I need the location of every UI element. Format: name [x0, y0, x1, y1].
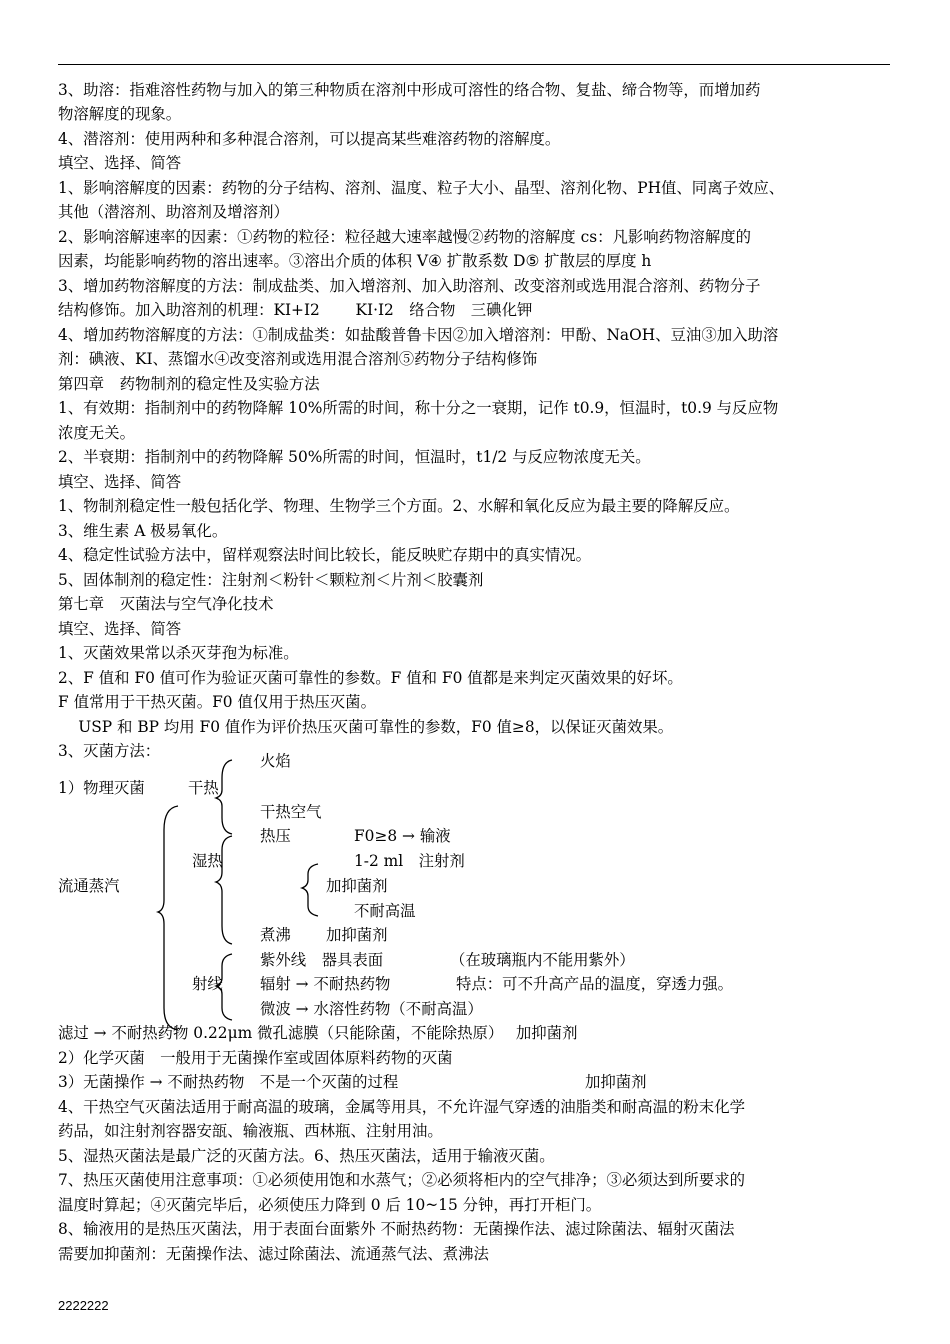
label-aseptic-note: 加抑菌剂: [585, 1073, 647, 1091]
label-physical-sterilization: 1）物理灭菌: [58, 779, 145, 797]
label-aseptic-operation: 3）无菌操作 → 不耐热药物 不是一个灭菌的过程: [58, 1073, 399, 1091]
label-pressure-value: F0≥8 → 输液: [354, 827, 451, 845]
text-line: 5、湿热灭菌法是最广泛的灭菌方法。6、热压灭菌法，适用于输液灭菌。: [58, 1147, 555, 1165]
text-line: 5、固体制剂的稳定性：注射剂＜粉针＜颗粒剂＜片剂＜胶囊剂: [58, 571, 484, 589]
text-line: 1、影响溶解度的因素：药物的分子结构、溶剂、温度、粒子大小、晶型、溶剂化物、PH值、同离子效应、: [58, 179, 785, 197]
text-line: 药品，如注射剂容器安瓿、输液瓶、西林瓶、注射用油。: [58, 1122, 443, 1140]
label-chemical-sterilization: 2）化学灭菌 一般用于无菌操作室或固体原料药物的灭菌: [58, 1049, 453, 1067]
section-heading: 填空、选择、简答: [58, 154, 182, 172]
text-line: 2、F 值和 F0 值可作为验证灭菌可靠性的参数。F 值和 F0 值都是来判定灭菌效果的好坏。: [58, 669, 683, 687]
chapter-heading: 第七章 灭菌法与空气净化技术: [58, 595, 274, 613]
text-line: 3、灭菌方法：: [58, 742, 161, 760]
text-line: 3、助溶：指难溶性药物与加入的第三种物质在溶剂中形成可溶性的络合物、复盐、缔合物等，而增加药: [58, 81, 761, 99]
label-flowing-steam: 流通蒸汽: [58, 877, 120, 895]
label-uv: 紫外线 器具表面: [260, 951, 384, 969]
text-line: 4、增加药物溶解度的方法：①制成盐类：如盐酸普鲁卡因②加入增溶剂：甲酚、NaOH、豆油③加入助溶: [58, 326, 779, 344]
text-line: 4、干热空气灭菌法适用于耐高温的玻璃，金属等用具，不允许湿气穿透的油脂类和耐高温的粉末化学: [58, 1098, 745, 1116]
label-boil: 煮沸: [260, 926, 291, 944]
text-line: 物溶解度的现象。: [58, 105, 182, 123]
label-dry-heat: 干热: [188, 779, 219, 797]
text-line: 需要加抑菌剂：无菌操作法、滤过除菌法、流通蒸气法、煮沸法: [58, 1245, 489, 1263]
label-pressure: 热压: [260, 827, 291, 845]
text-line: F 值常用于干热灭菌。F0 值仅用于热压灭菌。: [58, 693, 376, 711]
text-line: 2、半衰期：指制剂中的药物降解 50%所需的时间，恒温时，t1/2 与反应物浓度无关。: [58, 448, 651, 466]
text-line: 3、维生素 A 极易氧化。: [58, 522, 228, 540]
label-radiation-note: 特点：可不升高产品的温度，穿透力强。: [456, 975, 734, 993]
pressure-brace: [302, 864, 318, 916]
label-filtration: 滤过 → 不耐热药物 0.22μm 微孔滤膜（只能除菌，不能除热原） 加抑菌剂: [58, 1024, 578, 1042]
text-line: 1、灭菌效果常以杀灭芽孢为标准。: [58, 644, 299, 662]
text-line: 8、输液用的是热压灭菌法，用于表面台面紫外 不耐热药物：无菌操作法、滤过除菌法、辐射灭菌法: [58, 1220, 735, 1238]
text-line: 7、热压灭菌使用注意事项：①必须使用饱和水蒸气；②必须将柜内的空气排净；③必须达到所要求的: [58, 1171, 745, 1189]
label-uv-note: （在玻璃瓶内不能用紫外）: [450, 951, 635, 969]
text-line: 其他（潜溶剂、助溶剂及增溶剂）: [58, 203, 289, 221]
label-moist-heat: 湿热: [192, 852, 223, 870]
outer-brace: [158, 806, 178, 1030]
text-line: 4、稳定性试验方法中，留样观察法时间比较长，能反映贮存期中的真实情况。: [58, 546, 592, 564]
label-fire: 火焰: [260, 752, 291, 770]
label-not-heat-resistant: 不耐高温: [354, 902, 416, 920]
label-dry-air: 干热空气: [260, 803, 322, 821]
chapter-heading: 第四章 药物制剂的稳定性及实验方法: [58, 375, 320, 393]
text-line: 1、有效期：指制剂中的药物降解 10%所需的时间，称十分之一衰期，记作 t0.9，恒温时，t0.9 与反应物: [58, 399, 779, 417]
label-add-bacteriostat: 加抑菌剂: [326, 877, 388, 895]
label-radiation: 辐射 → 不耐热药物: [260, 975, 391, 993]
label-ray: 射线: [192, 975, 223, 993]
section-heading: 填空、选择、简答: [58, 620, 182, 638]
text-line: USP 和 BP 均用 F0 值作为评价热压灭菌可靠性的参数，F0 值≥8，以保证灭菌效果。: [58, 718, 674, 736]
text-line: 剂：碘液、KI、蒸馏水④改变溶剂或选用混合溶剂⑤药物分子结构修饰: [58, 350, 538, 368]
text-line: 4、潜溶剂：使用两种和多种混合溶剂，可以提高某些难溶药物的溶解度。: [58, 130, 561, 148]
page-footer: 2222222: [58, 1298, 109, 1313]
text-line: 结构修饰。加入助溶剂的机理：KI+I2 KI·I2 络合物 三碘化钾: [58, 301, 533, 319]
text-line: 因素，均能影响药物的溶出速率。③溶出介质的体积 V④ 扩散系数 D⑤ 扩散层的厚度 h: [58, 252, 652, 270]
section-heading: 填空、选择、简答: [58, 473, 182, 491]
label-ml-injection: 1-2 ml 注射剂: [354, 852, 465, 870]
text-line: 浓度无关。: [58, 424, 135, 442]
text-line: 3、增加药物溶解度的方法：制成盐类、加入增溶剂、加入助溶剂、改变溶剂或选用混合溶剂、药物分子: [58, 277, 761, 295]
label-add-bacteriostat: 加抑菌剂: [326, 926, 388, 944]
text-line: 1、物制剂稳定性一般包括化学、物理、生物学三个方面。2、水解和氧化反应为最主要的降解反应。: [58, 497, 740, 515]
text-line: 2、影响溶解速率的因素：①药物的粒径：粒径越大速率越慢②药物的溶解度 cs：凡影响药物溶解度的: [58, 228, 751, 246]
label-microwave: 微波 → 水溶性药物（不耐高温）: [260, 1000, 483, 1018]
text-line: 温度时算起；④灭菌完毕后，必须使压力降到 0 后 10~15 分钟，再打开柜门。: [58, 1196, 602, 1214]
